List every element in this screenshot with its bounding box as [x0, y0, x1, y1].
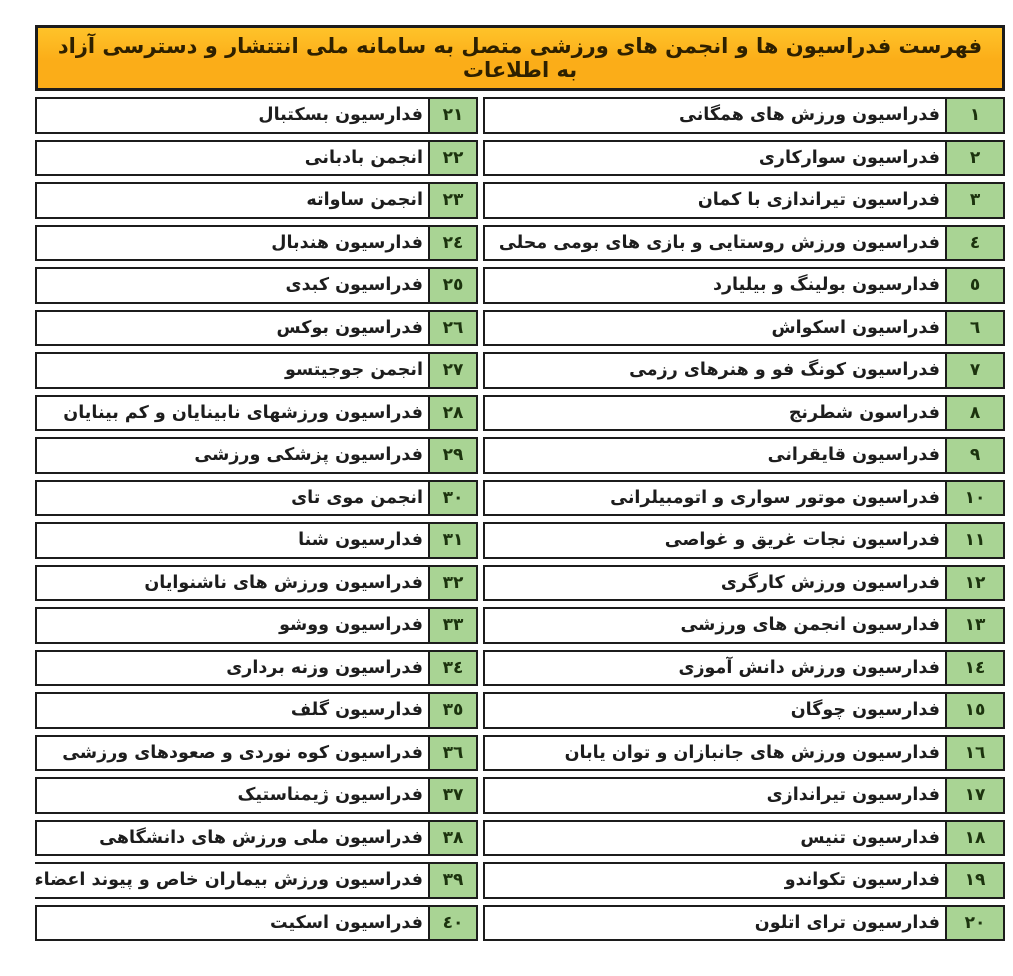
table-row [35, 480, 478, 517]
federation-name-cell [37, 312, 428, 345]
federation-name-cell [37, 652, 428, 685]
table-row [35, 267, 478, 304]
table-row [35, 735, 478, 772]
federation-name: فدارسیون هندبال [271, 232, 423, 253]
table-row [35, 182, 478, 219]
table-row [35, 820, 478, 857]
federation-name: فدراسیون اسکواش [771, 317, 940, 338]
row-number-cell: ٢٦ [428, 312, 476, 345]
table-row [35, 310, 478, 347]
table-row [483, 522, 1005, 559]
federation-name-cell [485, 822, 945, 855]
federation-name: فدراسیون پزشکی ورزشی [194, 445, 423, 466]
federation-name-cell [485, 864, 945, 897]
federation-name: فدراسیون بوکس [276, 317, 423, 338]
federation-name: فدارسیون انجمن های ورزشی [680, 615, 940, 636]
row-number-cell: ١٧ [945, 779, 1003, 812]
federation-name-cell [37, 439, 428, 472]
row-number-cell: ٤ [945, 227, 1003, 260]
row-number-cell: ٢٢ [428, 142, 476, 175]
federation-name: فدراسیون ورزش های ناشنوایان [144, 572, 423, 593]
row-number-cell: ١٦ [945, 737, 1003, 770]
federation-name: فدارسیون شنا [298, 530, 423, 551]
federation-name-cell [485, 227, 945, 260]
federation-table-right-half [483, 97, 1005, 947]
federation-name-cell [485, 524, 945, 557]
row-number-cell: ٢٨ [428, 397, 476, 430]
federation-name: فدراسیون ورزش روستایی و بازی های بومی محلی [498, 232, 940, 253]
federation-name: فدراسیون ورزش کارگری [720, 572, 940, 593]
table-columns [35, 97, 1005, 947]
row-number-cell: ٣٩ [428, 864, 476, 897]
federation-name: انجمن ساواته [306, 190, 423, 211]
row-number-cell: ٦ [945, 312, 1003, 345]
federation-name: فدراسیون ووشو [279, 615, 423, 636]
federation-name-cell [37, 609, 428, 642]
federation-name: فدراسیون وزنه برداری [226, 657, 423, 678]
table-row [35, 862, 478, 899]
federation-name: انجمن جوجیتسو [284, 360, 423, 381]
table-row [35, 522, 478, 559]
federation-name-cell [485, 567, 945, 600]
table-row [35, 140, 478, 177]
table-row [35, 565, 478, 602]
row-number-cell: ٢٥ [428, 269, 476, 302]
federation-name-cell [485, 397, 945, 430]
federation-name: فدارسیون ورزش دانش آموزی [678, 657, 940, 678]
table-row [483, 862, 1005, 899]
federation-name: فدراسیون تیراندازی با کمان [697, 190, 940, 211]
table-row [35, 905, 478, 942]
federation-name-cell [37, 397, 428, 430]
federation-name-cell [485, 354, 945, 387]
federation-name: فدراسیون کبدی [285, 275, 423, 296]
federation-name-cell [37, 737, 428, 770]
row-number-cell: ٢٤ [428, 227, 476, 260]
federation-name: فدراسون شطرنج [788, 402, 940, 423]
table-row [483, 225, 1005, 262]
row-number-cell: ٣٦ [428, 737, 476, 770]
row-number-cell: ٣٥ [428, 694, 476, 727]
table-row [35, 225, 478, 262]
row-number-cell: ٣٣ [428, 609, 476, 642]
federation-name: فدراسیون ورزشهای نابینایان و کم بینایان [63, 402, 423, 423]
row-number-cell: ٨ [945, 397, 1003, 430]
federation-name: فدارسیون تنیس [800, 827, 940, 848]
table-row [483, 777, 1005, 814]
federation-table-left-half [35, 97, 478, 947]
federation-name-cell [37, 524, 428, 557]
row-number-cell: ٥ [945, 269, 1003, 302]
row-number-cell: ١٥ [945, 694, 1003, 727]
federation-name-cell [485, 907, 945, 940]
federation-name: فدراسیون نجات غریق و غواصی [664, 530, 940, 551]
table-row [35, 650, 478, 687]
federation-name: فدارسیون گلف [290, 700, 423, 721]
table-row [35, 692, 478, 729]
row-number-cell: ١١ [945, 524, 1003, 557]
federation-name-cell [37, 907, 428, 940]
federation-name-cell [485, 142, 945, 175]
federation-name-cell [37, 482, 428, 515]
federation-name: فدارسیون تکواندو [784, 870, 940, 891]
table-row [483, 480, 1005, 517]
table-row [483, 97, 1005, 134]
federation-name-cell [485, 482, 945, 515]
federation-name-cell [485, 652, 945, 685]
row-number-cell: ٢١ [428, 99, 476, 132]
federation-name: فدراسیون ورزش بیماران خاص و پیوند اعضاء [34, 870, 423, 891]
row-number-cell: ٤٠ [428, 907, 476, 940]
federation-name-cell [37, 567, 428, 600]
federation-name-cell [35, 864, 428, 897]
federation-name: انجمن موی تای [291, 487, 423, 508]
row-number-cell: ٢٠ [945, 907, 1003, 940]
row-number-cell: ٧ [945, 354, 1003, 387]
table-row [483, 692, 1005, 729]
row-number-cell: ٣٠ [428, 482, 476, 515]
federation-name-cell [37, 227, 428, 260]
row-number-cell: ٢٩ [428, 439, 476, 472]
row-number-cell: ١٤ [945, 652, 1003, 685]
table-row [35, 352, 478, 389]
table-row [483, 140, 1005, 177]
federation-name-cell [485, 737, 945, 770]
row-number-cell: ١٣ [945, 609, 1003, 642]
federation-name-cell [37, 142, 428, 175]
table-row [35, 437, 478, 474]
table-row [483, 650, 1005, 687]
row-number-cell: ٢ [945, 142, 1003, 175]
federation-name: فدارسیون چوگان [790, 700, 940, 721]
federation-name: فدراسیون ورزش های همگانی [679, 105, 940, 126]
table-row [483, 437, 1005, 474]
federation-name-cell [37, 269, 428, 302]
federation-name-cell [37, 184, 428, 217]
row-number-cell: ٣٤ [428, 652, 476, 685]
table-row [35, 777, 478, 814]
table-row [483, 182, 1005, 219]
federation-name-cell [37, 694, 428, 727]
federation-name: فدارسیون ورزش های جانبازان و توان یابان [564, 742, 940, 763]
federation-name-cell [37, 354, 428, 387]
table-row [483, 310, 1005, 347]
federation-name: فدراسیون کونگ فو و هنرهای رزمی [629, 360, 940, 381]
row-number-cell: ٩ [945, 439, 1003, 472]
federation-name: فدارسیون بسکتبال [258, 105, 423, 126]
federation-name-cell [485, 184, 945, 217]
table-row [35, 97, 478, 134]
row-number-cell: ١٩ [945, 864, 1003, 897]
federation-name-cell [37, 822, 428, 855]
federation-name: فدارسیون بولینگ و بیلیارد [712, 275, 940, 296]
federation-name-cell [37, 99, 428, 132]
federation-name: انجمن بادبانی [304, 147, 423, 168]
row-number-cell: ١٠ [945, 482, 1003, 515]
page-title-box [35, 25, 1005, 91]
table-row [483, 352, 1005, 389]
row-number-cell: ٣٢ [428, 567, 476, 600]
row-number-cell: ٢٧ [428, 354, 476, 387]
row-number-cell: ٣١ [428, 524, 476, 557]
federation-name-cell [485, 439, 945, 472]
table-row [483, 820, 1005, 857]
table-row [483, 565, 1005, 602]
federation-name-cell [485, 694, 945, 727]
federation-name-cell [485, 312, 945, 345]
federation-name: فدراسیون ژیمناستیک [237, 785, 423, 806]
row-number-cell: ٢٣ [428, 184, 476, 217]
federation-name: فدراسیون قایقرانی [767, 445, 940, 466]
table-row [483, 395, 1005, 432]
row-number-cell: ١ [945, 99, 1003, 132]
federation-name: فدارسیون تیراندازی [766, 785, 940, 806]
table-row [483, 735, 1005, 772]
row-number-cell: ٣ [945, 184, 1003, 217]
federation-name: فدراسیون ملی ورزش های دانشگاهی [99, 827, 423, 848]
federation-name-cell [485, 99, 945, 132]
federation-name: فدراسیون سوارکاری [758, 147, 940, 168]
federation-list-sheet [35, 25, 1005, 947]
federation-name-cell [485, 609, 945, 642]
federation-name: فدراسیون اسکیت [269, 912, 423, 933]
table-row [483, 267, 1005, 304]
federation-name-cell [485, 269, 945, 302]
page-title: فهرست فدراسیون ها و انجمن های ورزشی متصل به سامانه ملی انتتشار و دسترسی آزاد به اطلاعات [57, 34, 983, 82]
row-number-cell: ٣٨ [428, 822, 476, 855]
table-row [35, 395, 478, 432]
federation-name: فدارسیون ترای اتلون [754, 912, 940, 933]
row-number-cell: ١٨ [945, 822, 1003, 855]
federation-name-cell [37, 779, 428, 812]
row-number-cell: ١٢ [945, 567, 1003, 600]
federation-name: فدراسیون کوه نوردی و صعودهای ورزشی [62, 742, 423, 763]
table-row [35, 607, 478, 644]
federation-name-cell [485, 779, 945, 812]
table-row [483, 905, 1005, 942]
federation-name: فدراسیون موتور سواری و اتومبیلرانی [610, 487, 940, 508]
table-row [483, 607, 1005, 644]
row-number-cell: ٣٧ [428, 779, 476, 812]
